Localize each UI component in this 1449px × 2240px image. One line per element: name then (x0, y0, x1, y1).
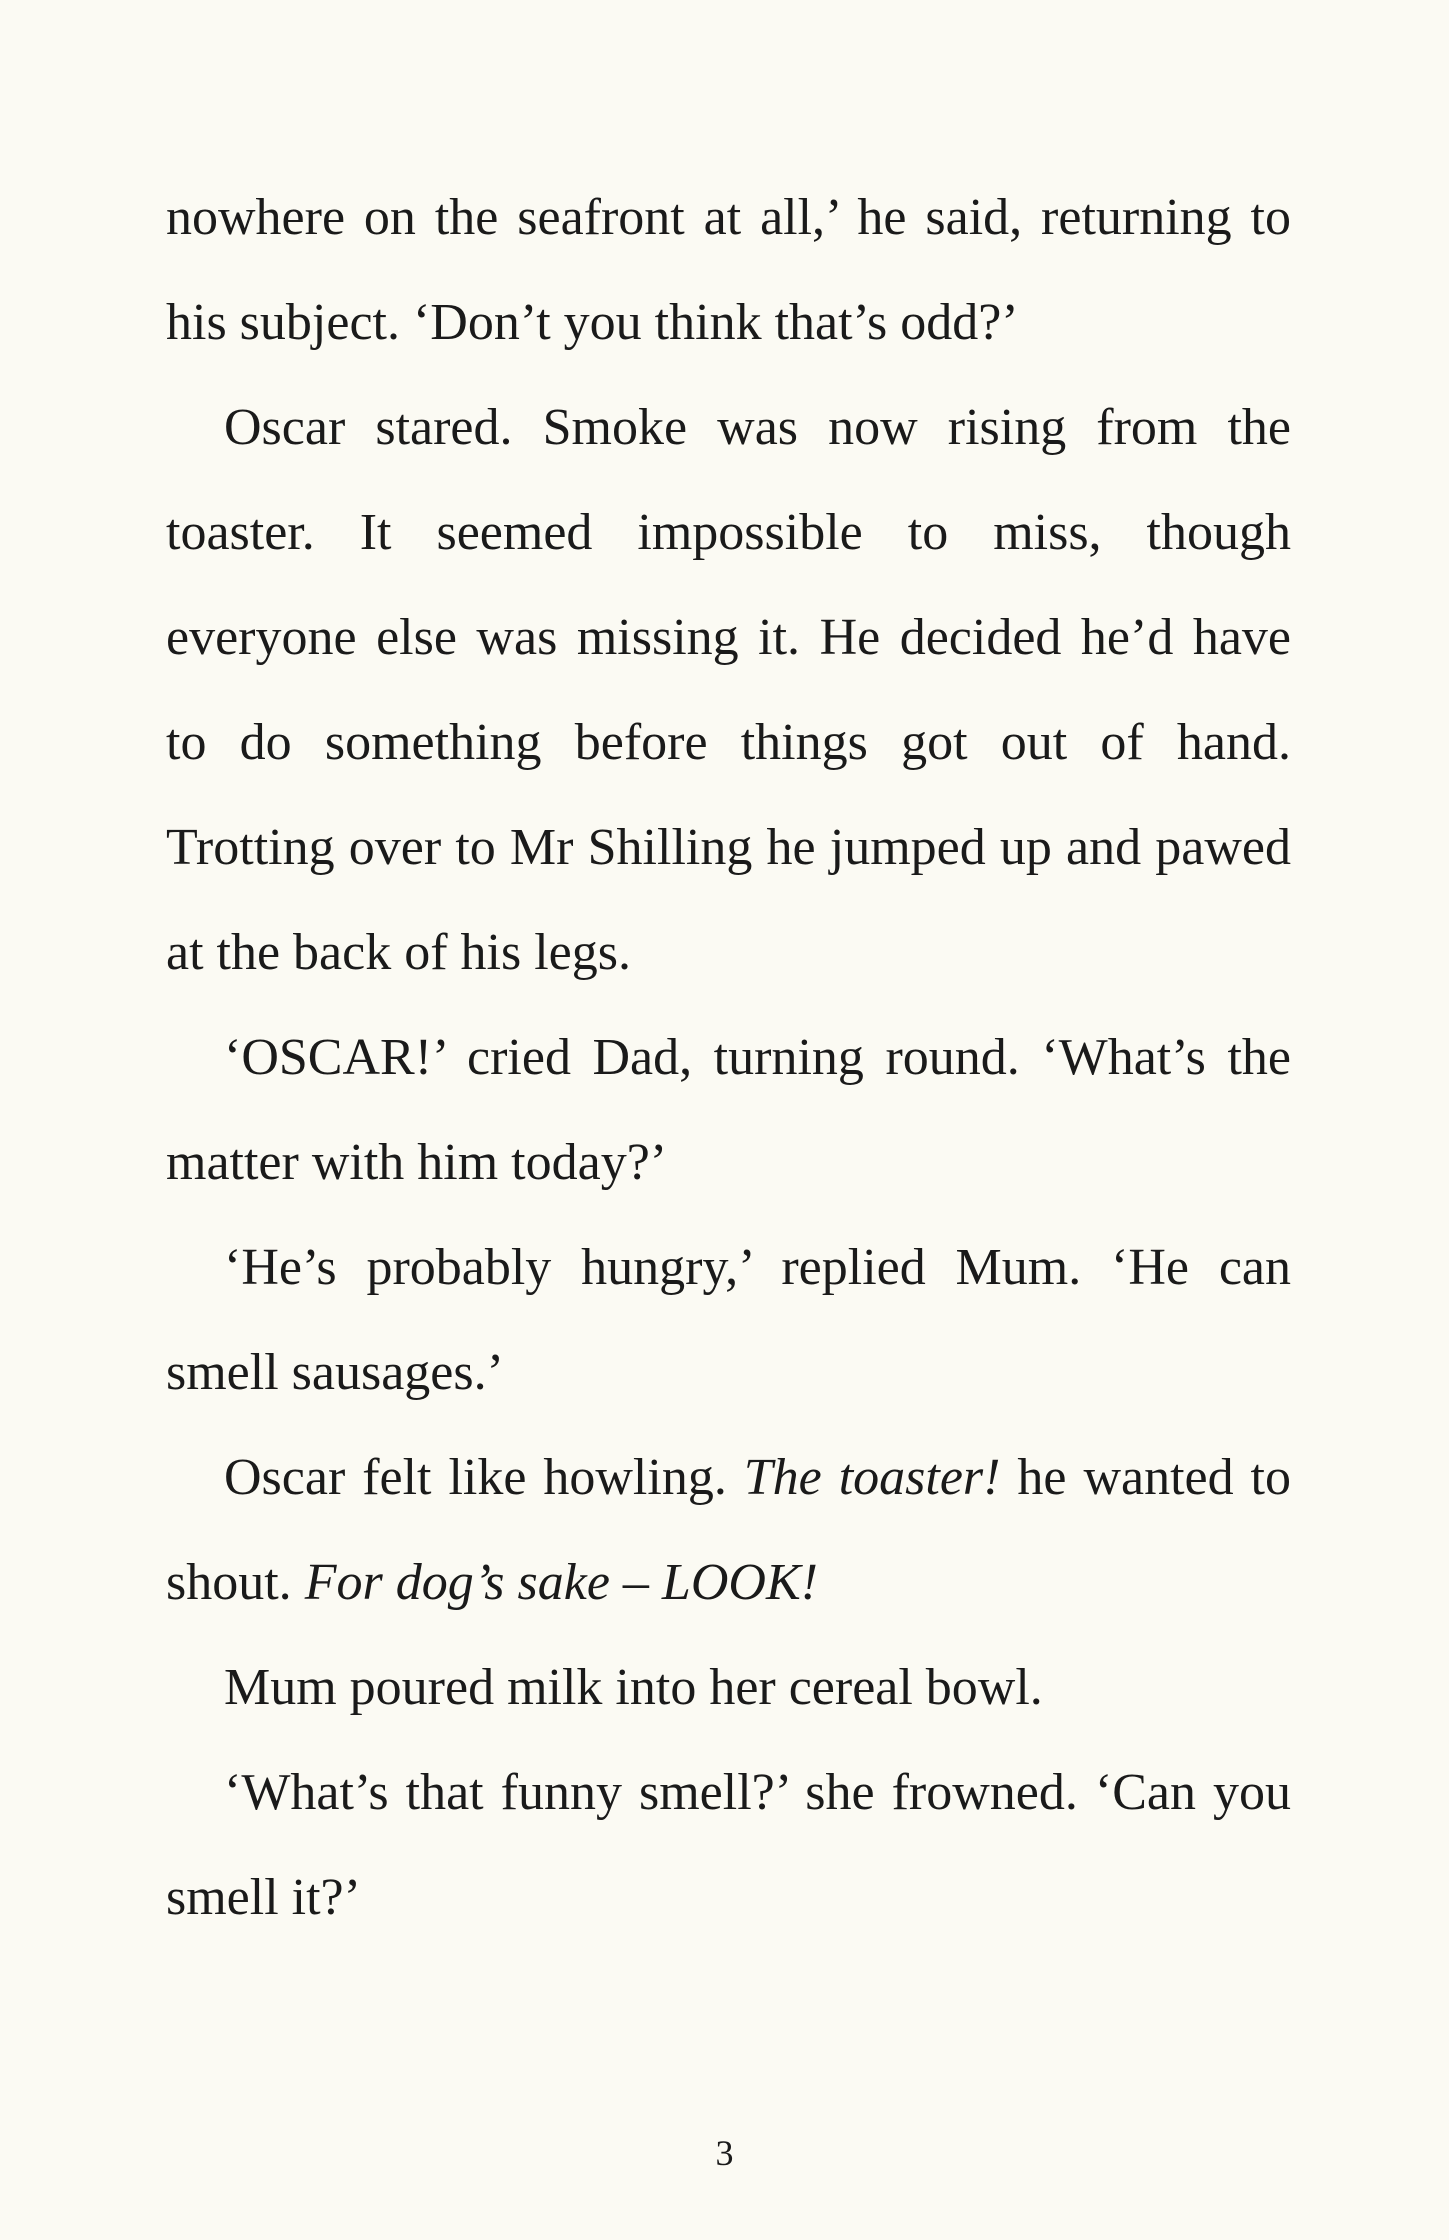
paragraph-text: ‘He’s probably hungry,’ replied Mum. ‘He can smell sausages.’ (166, 1239, 1291, 1401)
page-number: 3 (715, 2133, 734, 2173)
paragraph-text: nowhere on the seafront at all,’ he said, returning to his subject. ‘Don’t you think that’s odd?’ (166, 189, 1291, 351)
paragraph-text: he wanted to shout. (166, 1449, 1292, 1611)
italic-text: The toaster! (743, 1449, 1001, 1506)
paragraph-text: Oscar stared. Smoke was now rising from the toaster. It seemed impossible to miss, though everyone else was missing it. He decided he’d have to do something before things got out of hand. Trotting over to Mr Shilling he jumped up and pawed at the back of his legs. (166, 399, 1291, 981)
paragraph (166, 1005, 1291, 1215)
paragraph-text: ‘What’s that funny smell?’ she frowned. ‘Can you smell it?’ (166, 1764, 1291, 1926)
paragraph-text: Mum poured milk into her cereal bowl. (224, 1659, 1043, 1716)
italic-text: For dog’s sake – LOOK! (304, 1554, 818, 1611)
paragraph-text: Oscar felt like howling. (224, 1449, 744, 1506)
paragraph-text: ‘OSCAR!’ cried Dad, turning round. ‘What’s the matter with him today?’ (166, 1029, 1291, 1191)
paragraph (166, 1635, 1291, 1740)
paragraph (166, 1215, 1291, 1425)
paragraph (166, 375, 1291, 1005)
body-text (166, 165, 1291, 1950)
paragraph (166, 165, 1291, 375)
paragraph (166, 1740, 1291, 1950)
paragraph (166, 1425, 1291, 1635)
